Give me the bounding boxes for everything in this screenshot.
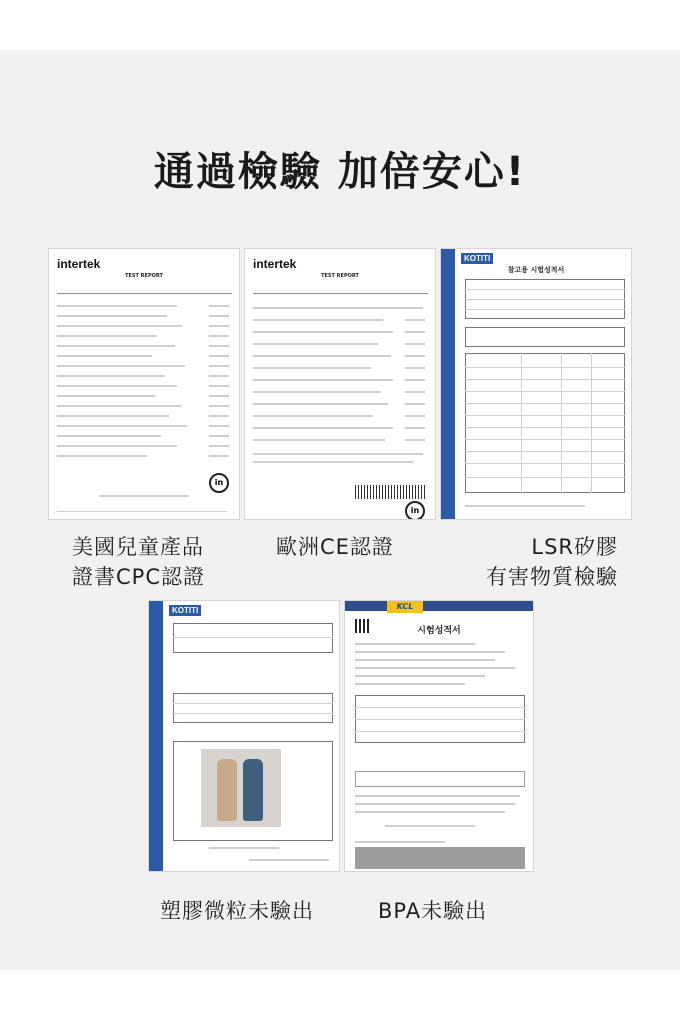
headline: 通過檢驗 加倍安心!	[153, 149, 527, 195]
kotiti-logo: KOTITI	[461, 253, 493, 264]
kotiti-logo: KOTITI	[169, 605, 201, 616]
caption-lsr: LSR矽膠 有害物質檢驗	[486, 535, 618, 589]
caption-cpc: 美國兒童產品 證書CPC認證	[72, 535, 205, 589]
lsr-silicone-report-image	[440, 248, 632, 520]
intertek-logo: intertek	[253, 257, 297, 271]
report-title: 참고용 시험성적서	[507, 266, 565, 274]
bottle-photo	[201, 749, 281, 827]
bpa-report-image	[344, 600, 534, 872]
barcode	[355, 485, 425, 499]
microplastic-report-image	[148, 600, 340, 872]
cpc-test-report-image	[48, 248, 240, 520]
caption-ce: 歐洲CE認證	[276, 535, 394, 559]
caption-microplastic: 塑膠微粒未驗出	[160, 899, 314, 923]
accreditation-mark-icon: in	[405, 501, 425, 520]
report-title: TEST REPORT	[125, 273, 163, 279]
intertek-logo: intertek	[57, 257, 101, 271]
security-pattern	[355, 847, 525, 869]
report-title: 시험성적서	[417, 626, 461, 636]
caption-bpa: BPA未驗出	[378, 899, 488, 923]
accreditation-mark-icon: in	[209, 473, 229, 493]
signature-box	[355, 771, 525, 787]
kcl-logo: KCL	[387, 601, 423, 613]
ce-test-report-image	[244, 248, 436, 520]
report-title: TEST REPORT	[321, 273, 359, 279]
